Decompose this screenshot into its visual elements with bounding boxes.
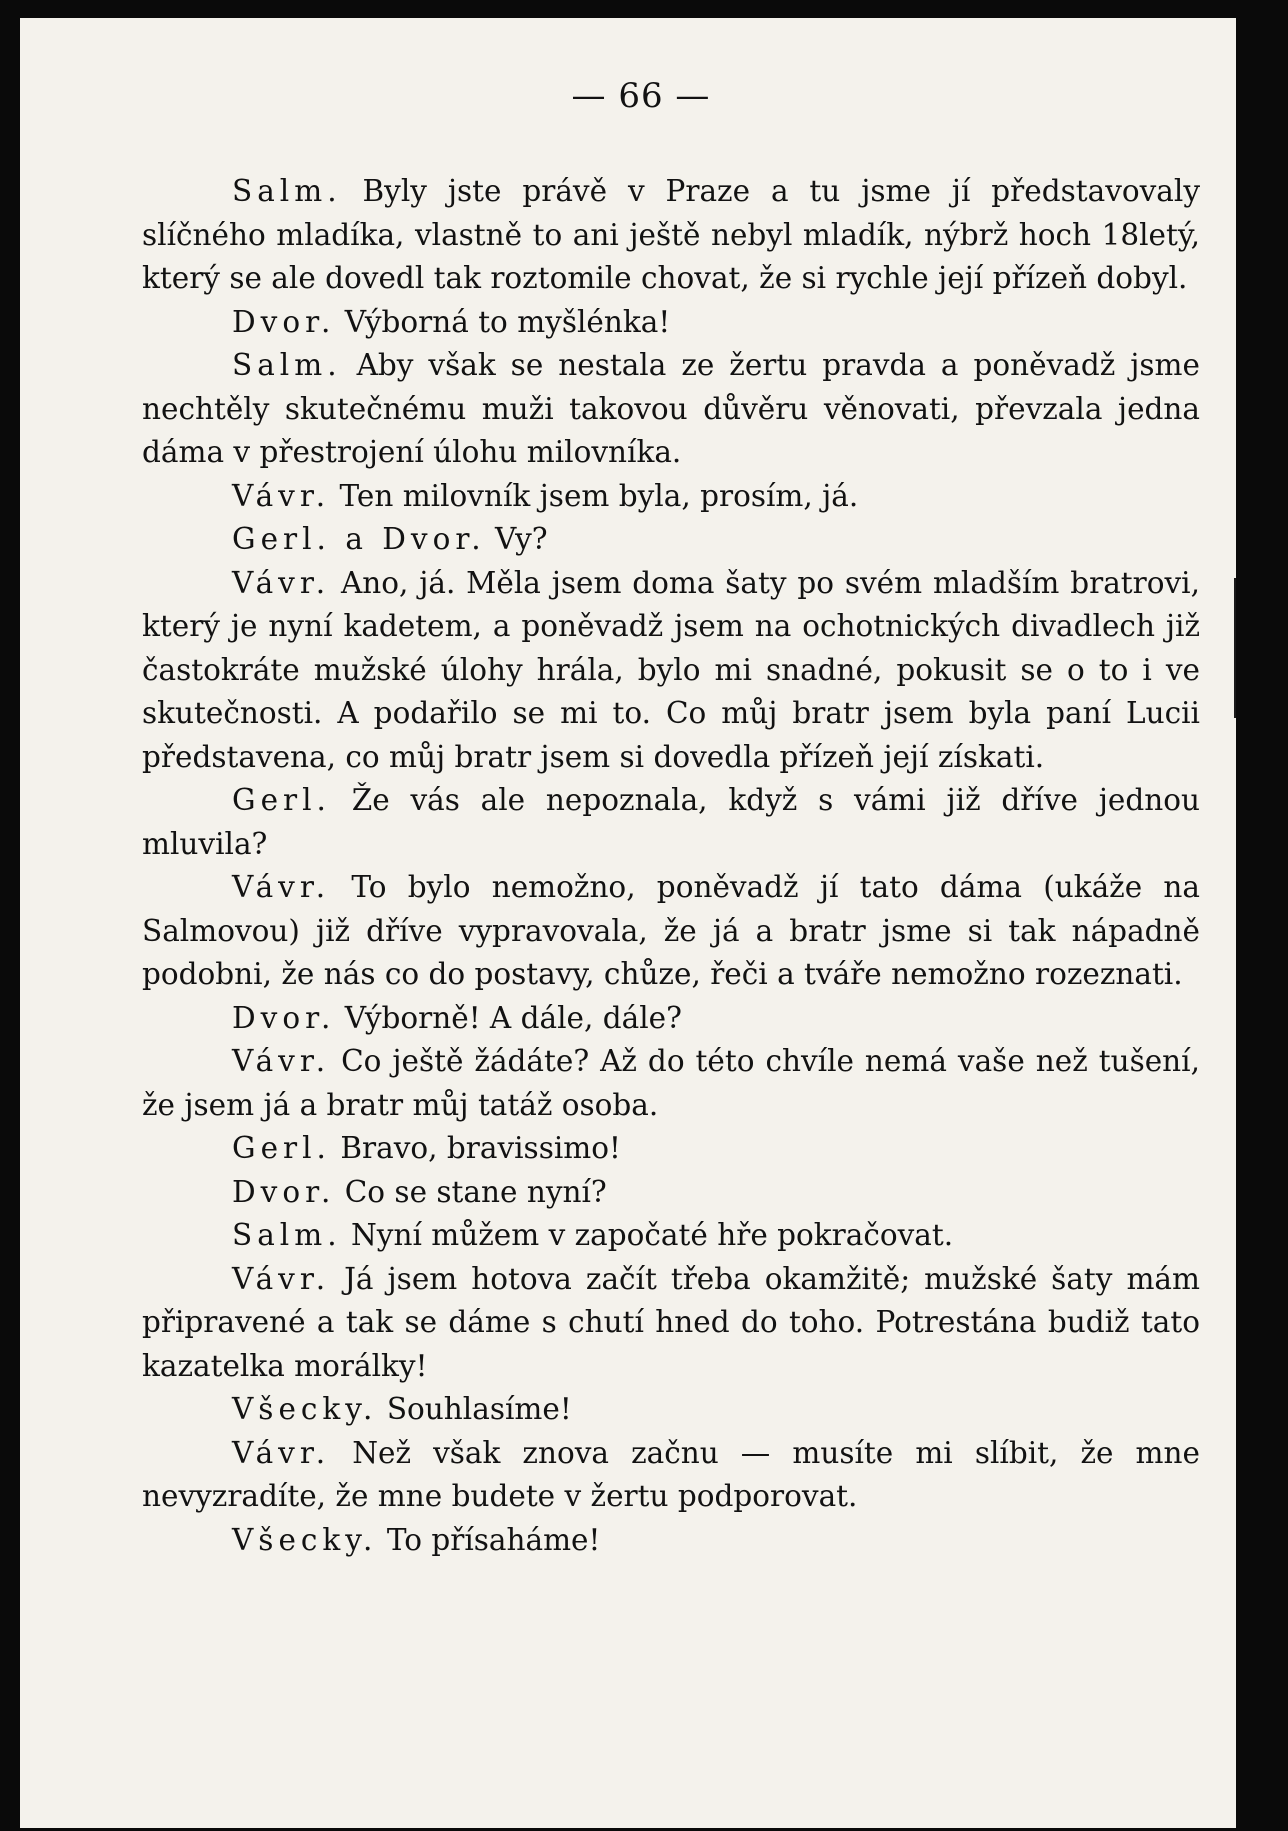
line-text: Nyní můžem v započaté hře pokračovat. <box>350 1218 954 1252</box>
speaker-name: Gerl. <box>232 783 331 817</box>
line-text: Já jsem hotova začít třeba okamžitě; mužské šaty mám připravené a tak se dáme s chutí hned do toho. Potrestána budiž tato kazatelka morálky! <box>142 1261 1200 1383</box>
speaker-name: Dvor. <box>232 1000 336 1035</box>
speaker-name: Vávr. <box>232 478 331 513</box>
speaker-name: Salm. <box>232 348 342 382</box>
line-text: Co ještě žádáte? Až do této chvíle nemá vaše než tušení, že jsem já a bratr můj tatáž osoba. <box>142 1044 1200 1122</box>
play-text <box>142 170 1200 1562</box>
line-text: Co se stane nyní? <box>344 1174 607 1209</box>
speaker-name: Gerl. a Dvor. <box>232 522 486 556</box>
dialogue-line <box>142 170 1200 301</box>
dialogue-line <box>142 1040 1200 1127</box>
line-text: Bravo, bravissimo! <box>340 1131 621 1165</box>
dialogue-line <box>142 518 1200 562</box>
dialogue-line <box>142 1519 1200 1563</box>
line-text: Ten milovník jsem byla, prosím, já. <box>339 478 859 513</box>
line-text: Souhlasíme! <box>386 1392 572 1426</box>
dialogue-line <box>142 562 1200 780</box>
dialogue-line <box>142 1214 1200 1258</box>
line-text: Byly jste právě v Praze a tu jsme jí představovaly slíčného mladíka, vlastně to ani ještě nebyl mladík, nýbrž hoch 18letý, který se ale dovedl tak roztomile chovat, že si rychle její přízeň dobyl. <box>142 174 1200 295</box>
speaker-name: Vávr. <box>232 1435 331 1470</box>
scan-border <box>1236 18 1262 1828</box>
speaker-name: Vávr. <box>232 1261 331 1296</box>
book-page <box>20 18 1262 1828</box>
line-text: Vy? <box>495 522 548 556</box>
dialogue-line <box>142 301 1200 345</box>
line-text: To přísaháme! <box>386 1522 601 1557</box>
line-text: To bylo nemožno, poněvadž jí tato dáma (ukáže na Salmovou) již dříve vypravovala, že já a bratr jsme si tak nápadně podobni, že nás co do postavy, chůze, řeči a tváře nemožno rozeznati. <box>142 870 1200 991</box>
dialogue-line <box>142 779 1200 866</box>
dialogue-line <box>142 475 1200 519</box>
speaker-name: Salm. <box>232 174 342 208</box>
dialogue-line <box>142 997 1200 1041</box>
line-text: Výborně! A dále, dále? <box>344 1000 682 1035</box>
speaker-name: Vávr. <box>232 565 331 600</box>
speaker-name: Vávr. <box>232 1044 331 1078</box>
dialogue-line <box>142 344 1200 475</box>
dialogue-line <box>142 1127 1200 1171</box>
line-text: Ano, já. Měla jsem doma šaty po svém mladším bratrovi, který je nyní kadetem, a poněvadž jsem na ochotnických divadlech již častokráte mužské úlohy hrála, bylo mi snadné, pokusit se o to i ve skutečnosti. A podařilo se mi to. Co můj bratr jsem byla paní Lucii představena, co můj bratr jsem si dovedla přízeň její získati. <box>142 565 1200 774</box>
dialogue-line <box>142 1258 1200 1389</box>
speaker-name: Všecky. <box>232 1522 378 1557</box>
speaker-name: Gerl. <box>232 1131 331 1165</box>
speaker-name: Vávr. <box>232 870 331 904</box>
line-text: Aby však se nestala ze žertu pravda a poněvadž jsme nechtěly skutečnému muži takovou důvěru věnovati, převzala jedna dáma v přestrojení úlohu milovníka. <box>142 348 1200 469</box>
speaker-name: Salm. <box>232 1218 342 1252</box>
dialogue-line <box>142 866 1200 997</box>
line-text: Že vás ale nepoznala, když s vámi již dříve jednou mluvila? <box>142 783 1200 861</box>
line-text: Výborná to myšlénka! <box>344 304 671 339</box>
dialogue-line <box>142 1388 1200 1432</box>
dialogue-line <box>142 1432 1200 1519</box>
speaker-name: Dvor. <box>232 1174 336 1209</box>
speaker-name: Všecky. <box>232 1392 378 1426</box>
speaker-name: Dvor. <box>232 304 336 339</box>
dialogue-line <box>142 1171 1200 1215</box>
page-number: — 66 — <box>571 76 711 116</box>
line-text: Než však znova začnu — musíte mi slíbit, že mne nevyzradíte, že mne budete v žertu podporovat. <box>142 1435 1200 1513</box>
